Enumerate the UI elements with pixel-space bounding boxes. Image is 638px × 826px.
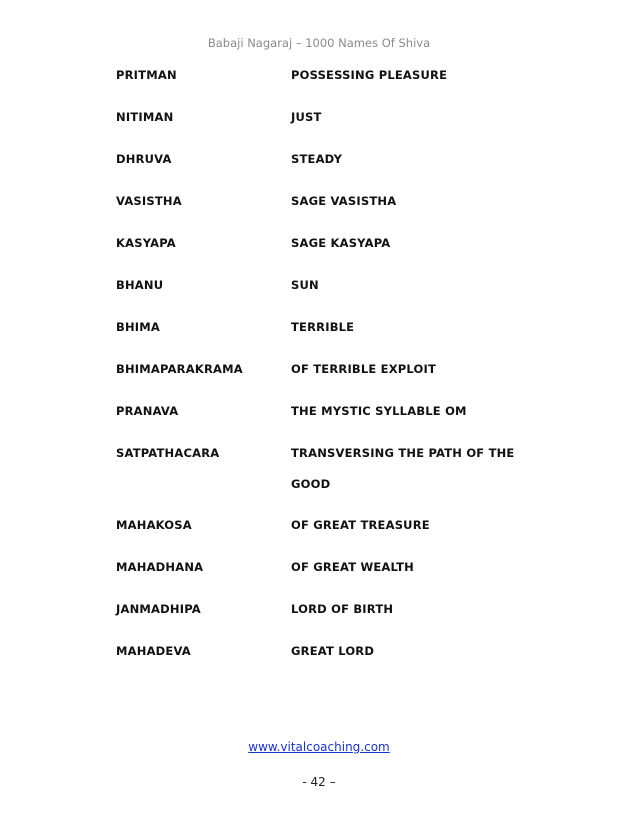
shiva-name: JANMADHIPA	[116, 602, 201, 616]
shiva-name: NITIMAN	[116, 110, 174, 124]
website-link[interactable]: www.vitalcoaching.com	[248, 740, 390, 754]
name-meaning: STEADY	[291, 152, 343, 166]
name-meaning: GREAT LORD	[291, 644, 375, 658]
running-header: Babaji Nagaraj – 1000 Names Of Shiva	[207, 36, 431, 50]
shiva-name: BHANU	[116, 278, 164, 292]
shiva-name: MAHADEVA	[116, 644, 191, 658]
shiva-name: BHIMA	[116, 320, 161, 334]
name-meaning: LORD OF BIRTH	[291, 602, 394, 616]
name-meaning: TRANSVERSING THE PATH OF THE GOOD	[291, 446, 515, 491]
name-meaning: SUN	[291, 278, 319, 292]
list-item	[116, 444, 556, 516]
shiva-name: PRITMAN	[116, 68, 177, 82]
shiva-name: KASYAPA	[116, 236, 176, 250]
shiva-name: BHIMAPARAKRAMA	[116, 362, 243, 376]
page-number: - 42 –	[302, 775, 336, 789]
name-meaning: OF TERRIBLE EXPLOIT	[291, 362, 437, 376]
shiva-name: VASISTHA	[116, 194, 182, 208]
name-meaning: SAGE KASYAPA	[291, 236, 391, 250]
name-meaning: OF GREAT WEALTH	[291, 560, 414, 574]
names-list	[116, 66, 556, 684]
shiva-name: SATPATHACARA	[116, 446, 220, 460]
name-meaning: JUST	[291, 110, 322, 124]
name-meaning: SAGE VASISTHA	[291, 194, 397, 208]
name-meaning: POSSESSING PLEASURE	[291, 68, 448, 82]
shiva-name: MAHADHANA	[116, 560, 204, 574]
name-meaning: OF GREAT TREASURE	[291, 518, 430, 532]
name-meaning: TERRIBLE	[291, 320, 355, 334]
shiva-name: PRANAVA	[116, 404, 179, 418]
list-item	[116, 642, 556, 684]
name-meaning: THE MYSTIC SYLLABLE OM	[291, 404, 467, 418]
shiva-name: DHRUVA	[116, 152, 172, 166]
shiva-name: MAHAKOSA	[116, 518, 192, 532]
